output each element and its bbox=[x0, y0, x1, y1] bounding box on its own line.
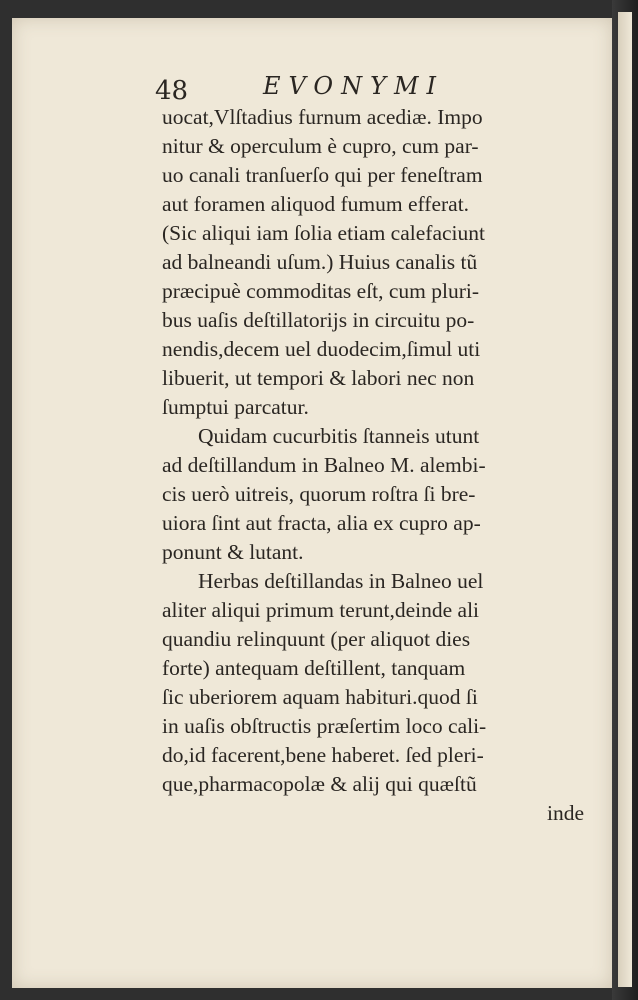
show-through-bleed bbox=[200, 800, 560, 830]
text-line: ſic uberiorem aquam habituri.quod ſi bbox=[162, 685, 478, 709]
text-line: ad deſtillandum in Balneo M. alembi- bbox=[162, 453, 486, 477]
text-line: bus uaſis deſtillatorijs in circuitu po- bbox=[162, 308, 475, 332]
text-line: uiora ſint aut fracta, alia ex cupro ap- bbox=[162, 511, 481, 535]
paragraph-start-line: Quidam cucurbitis ſtanneis utunt bbox=[198, 424, 480, 448]
text-line: do,id facerent,bene haberet. ſed pleri- bbox=[162, 743, 484, 767]
text-line: que,pharmacopolæ & alij qui quæſtũ bbox=[162, 772, 477, 796]
text-line: forte) antequam deſtillent, tanquam bbox=[162, 656, 466, 680]
text-line: cis uerò uitreis, quorum roſtra ſi bre- bbox=[162, 482, 476, 506]
text-line: ad balneandi uſum.) Huius canalis tũ bbox=[162, 250, 478, 274]
paragraph-start-line: Herbas deſtillandas in Balneo uel bbox=[198, 569, 484, 593]
text-line: nitur & operculum è cupro, cum par- bbox=[162, 134, 479, 158]
adjacent-page-edge bbox=[618, 12, 632, 987]
text-line: libuerit, ut tempori & labori nec non bbox=[162, 366, 475, 390]
body-text bbox=[162, 103, 590, 828]
catchword: inde bbox=[546, 801, 584, 825]
text-line: aut foramen aliquod fumum efferat. bbox=[162, 192, 470, 216]
text-line: in uaſis obſtructis præſertim loco cali- bbox=[162, 714, 487, 738]
text-line: quandiu relinquunt (per aliquot dies bbox=[162, 627, 471, 651]
text-line: ſumptui parcatur. bbox=[162, 395, 309, 419]
text-line: nendis,decem uel duodecim,ſimul uti bbox=[162, 337, 481, 361]
page-number: 48 bbox=[155, 76, 189, 106]
running-head: EVONYMI bbox=[263, 72, 445, 100]
text-line: præcipuè commoditas eſt, cum pluri- bbox=[162, 279, 480, 303]
text-line: ponunt & lutant. bbox=[162, 540, 304, 564]
text-line: uocat,Vlſtadius furnum acediæ. Impo bbox=[162, 105, 483, 129]
text-line: uo canali tranſuerſo qui per feneſtram bbox=[162, 163, 483, 187]
text-line: aliter aliqui primum terunt,deinde ali bbox=[162, 598, 480, 622]
text-line: (Sic aliqui iam ſolia etiam calefaciunt bbox=[162, 221, 485, 245]
